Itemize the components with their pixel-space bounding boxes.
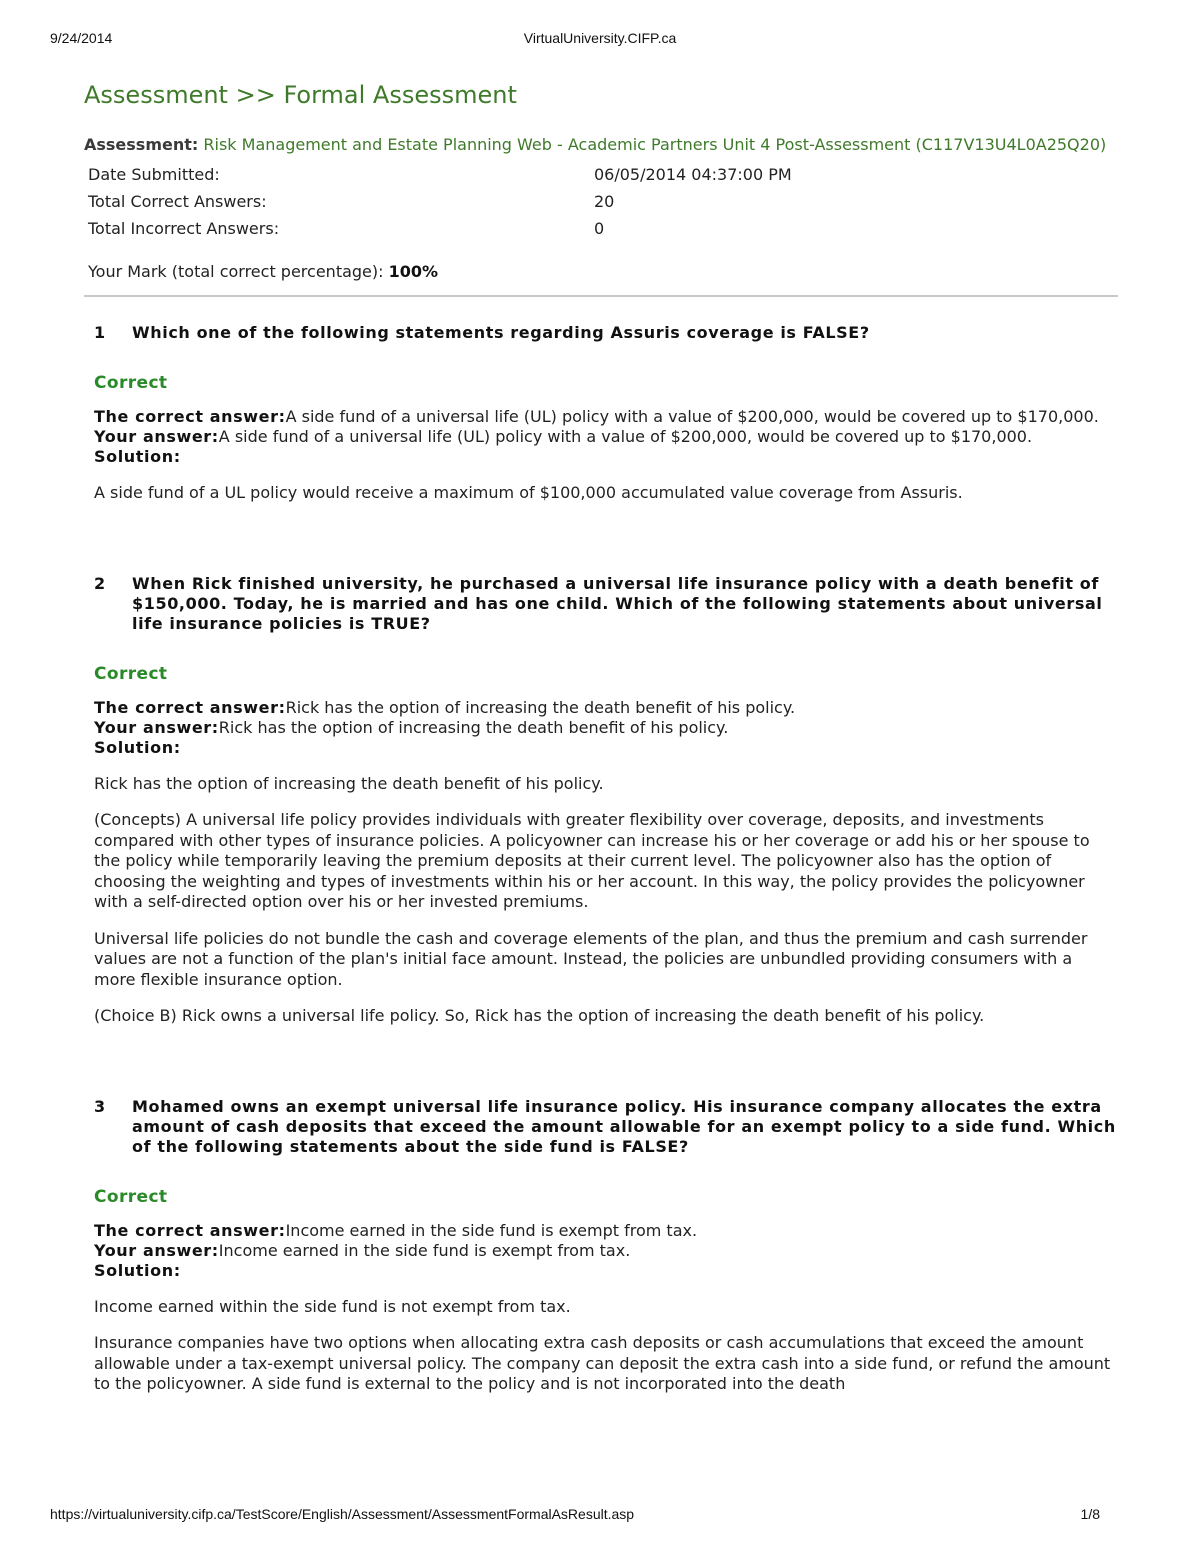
question-number: 1 xyxy=(94,323,106,342)
correct-answer-label: The correct answer: xyxy=(94,1220,286,1240)
print-site-title: VirtualUniversity.CIFP.ca xyxy=(523,30,677,46)
table-row xyxy=(84,161,796,188)
page-number: 1/8 xyxy=(1080,1506,1100,1522)
assessment-name: Risk Management and Estate Planning Web - Academic Partners Unit 4 Post-Assessment (C117V13U4L0A25Q20) xyxy=(203,135,1107,154)
divider xyxy=(84,295,1118,297)
your-answer-text: A side fund of a universal life (UL) policy with a value of $200,000, would be covered up to $170,000. xyxy=(218,427,1033,446)
correct-answer-line xyxy=(94,407,1118,427)
solution-heading xyxy=(94,1261,1118,1281)
correct-answer-label: The correct answer: xyxy=(94,697,286,717)
correct-answer-label: The correct answer: xyxy=(94,407,286,426)
your-answer-line xyxy=(94,1241,1118,1261)
your-answer-text: Income earned in the side fund is exempt from tax. xyxy=(218,1240,631,1260)
your-answer-label: Your answer: xyxy=(94,717,219,737)
solution-paragraph: Insurance companies have two options when allocating extra cash deposits or cash accumulations that exceed the amount allowable under a tax-exempt universal policy. The company can deposit the extra cash into a side fund, or refund the amount to the policyowner. A side fund is external to the policy and is not incorporated into the death xyxy=(94,1333,1111,1393)
question-heading xyxy=(94,323,1118,343)
answers-block xyxy=(94,698,1118,758)
table-row xyxy=(84,188,796,215)
solution-paragraph: Rick has the option of increasing the death benefit of his policy. xyxy=(94,773,604,793)
solution-paragraph: Universal life policies do not bundle the cash and coverage elements of the plan, and thus the premium and cash surrender values are not a function of the plan's initial face amount. Instead, the policies are unbundled providing consumers with a more flexible insurance option. xyxy=(94,928,1088,989)
assessment-name-line xyxy=(84,134,1118,155)
your-answer-label: Your answer: xyxy=(94,1240,219,1260)
your-answer-label: Your answer: xyxy=(94,427,219,446)
solution-paragraph: Income earned within the side fund is not exempt from tax. xyxy=(94,1296,571,1316)
solution-heading xyxy=(94,738,1118,758)
print-date: 9/24/2014 xyxy=(50,30,113,46)
summary-value: 20 xyxy=(594,192,615,211)
question-number: 2 xyxy=(94,573,106,593)
question-number: 3 xyxy=(94,1096,106,1116)
solution-heading xyxy=(94,447,1118,467)
summary-label: Total Incorrect Answers: xyxy=(88,219,280,238)
solution-label: Solution: xyxy=(94,447,181,466)
your-answer-text: Rick has the option of increasing the death benefit of his policy. xyxy=(218,717,729,737)
question-1 xyxy=(94,323,1118,504)
solution-label: Solution: xyxy=(94,1260,181,1280)
question-heading xyxy=(94,1097,1118,1157)
mark-label: Your Mark (total correct percentage): xyxy=(88,262,384,281)
table-row xyxy=(84,215,796,242)
summary-label: Date Submitted: xyxy=(88,165,220,184)
your-answer-line xyxy=(94,718,1118,738)
assessment-label: Assessment: xyxy=(84,135,199,154)
answers-block xyxy=(94,407,1118,467)
print-footer xyxy=(50,1506,1150,1526)
summary-table xyxy=(84,161,796,242)
main-content xyxy=(84,78,1118,1395)
question-text: When Rick finished university, he purchased a universal life insurance policy with a death benefit of $150,000. Today, he is married and has one child. Which of the following statements about universal life insurance policies is TRUE? xyxy=(132,573,1103,633)
status-label: Correct xyxy=(94,663,168,684)
solution-label: Solution: xyxy=(94,737,181,757)
solution-paragraph: (Concepts) A universal life policy provides individuals with greater flexibility over coverage, deposits, and investments compared with other types of insurance policies. A policyowner can increase his or her coverage or add his or her spouse to the policy while temporarily leaving the premium deposits at their current level. The policyowner also has the option of choosing the weighting and types of investments within his or her account. In this way, the policy provides the policyowner with a self-directed option over his or her invested premiums. xyxy=(94,810,1090,911)
your-answer-line xyxy=(94,427,1118,447)
status-label: Correct xyxy=(94,1186,168,1207)
question-heading xyxy=(94,574,1118,634)
correct-answer-text: Rick has the option of increasing the death benefit of his policy. xyxy=(285,697,796,717)
page-title: Assessment >> Formal Assessment xyxy=(84,81,517,109)
solution-paragraph: A side fund of a UL policy would receive a maximum of $100,000 accumulated value coverage from Assuris. xyxy=(94,483,963,502)
print-url: https://virtualuniversity.cifp.ca/TestScore/English/Assessment/AssessmentFormalAsResult.asp xyxy=(50,1506,635,1522)
summary-value: 0 xyxy=(594,219,605,238)
correct-answer-line xyxy=(94,698,1118,718)
correct-answer-text: Income earned in the side fund is exempt from tax. xyxy=(285,1220,698,1240)
mark-line xyxy=(84,262,1118,281)
mark-value: 100% xyxy=(388,262,439,281)
status-label: Correct xyxy=(94,373,168,393)
print-header xyxy=(50,30,1150,50)
summary-value: 06/05/2014 04:37:00 PM xyxy=(594,165,792,184)
summary-label: Total Correct Answers: xyxy=(88,192,267,211)
question-2 xyxy=(94,574,1118,1027)
answers-block xyxy=(94,1221,1118,1281)
correct-answer-line xyxy=(94,1221,1118,1241)
question-3 xyxy=(94,1097,1118,1395)
question-text: Mohamed owns an exempt universal life insurance policy. His insurance company allocates the extra amount of cash deposits that exceed the amount allowable for an exempt policy to a side fund. Which of the following statements about the side fund is FALSE? xyxy=(132,1096,1116,1156)
correct-answer-text: A side fund of a universal life (UL) policy with a value of $200,000, would be covered up to $170,000. xyxy=(285,407,1099,426)
solution-paragraph: (Choice B) Rick owns a universal life policy. So, Rick has the option of increasing the death benefit of his policy. xyxy=(94,1006,985,1025)
question-text: Which one of the following statements regarding Assuris coverage is FALSE? xyxy=(132,323,870,342)
